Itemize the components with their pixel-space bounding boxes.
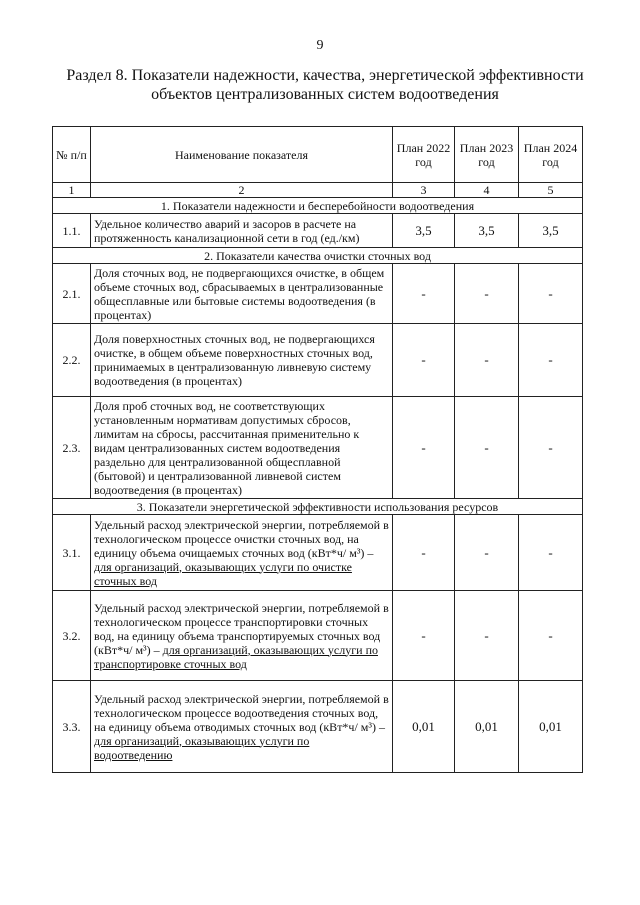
plan-2023-value: 0,01 — [455, 681, 519, 773]
row-number: 2.3. — [53, 397, 91, 499]
column-index: 4 — [455, 183, 519, 198]
plan-2023-value: - — [455, 591, 519, 681]
plan-2022-value: - — [393, 397, 455, 499]
indicator-name-underlined: для организаций, оказывающих услуги по очистке сточных вод — [94, 559, 352, 588]
plan-2024-value: - — [519, 264, 583, 324]
indicator-name-text: Удельный расход электрической энергии, потребляемой в технологическом процессе транспортировки сточных вод, на единицу объема транспортируемых сточных вод (кВт*ч/ м³) – — [94, 600, 389, 657]
title-line-2: объектов централизованных систем водоотведения — [151, 86, 499, 103]
plan-2023-value: - — [455, 264, 519, 324]
indicator-name — [91, 681, 393, 773]
indicator-name: Доля поверхностных сточных вод, не подвергающихся очистке, в общем объеме поверхностных сточных вод, принимаемых в централизованную ливневую систему водоотведения (в процентах) — [91, 324, 393, 397]
section-row — [53, 198, 583, 214]
plan-2024-value: 3,5 — [519, 214, 583, 248]
indicator-name-underlined: для организаций, оказывающих услуги по водоотведению — [94, 733, 310, 762]
plan-2022-value: 3,5 — [393, 214, 455, 248]
row-number: 3.3. — [53, 681, 91, 773]
column-index: 2 — [91, 183, 393, 198]
indicator-name-underlined: для организаций, оказывающих услуги по транспортировке сточных вод — [94, 642, 378, 671]
column-index: 5 — [519, 183, 583, 198]
indicators-table — [52, 126, 583, 773]
section-heading-1: 1. Показатели надежности и бесперебойности водоотведения — [53, 198, 583, 214]
plan-2024-value: - — [519, 324, 583, 397]
table-header-row — [53, 127, 583, 183]
table-row — [53, 214, 583, 248]
indicator-name: Доля сточных вод, не подвергающихся очистке, в общем объеме сточных вод, сбрасываемых в централизованные общесплавные или бытовые системы водоотведения (в процентах) — [91, 264, 393, 324]
table-row — [53, 681, 583, 773]
row-number: 2.2. — [53, 324, 91, 397]
plan-2022-value: - — [393, 324, 455, 397]
header-plan-2024: План 2024 год — [519, 127, 583, 183]
plan-2024-value: - — [519, 591, 583, 681]
column-index: 3 — [393, 183, 455, 198]
section-heading-3: 3. Показатели энергетической эффективности использования ресурсов — [53, 499, 583, 515]
table-row — [53, 397, 583, 499]
plan-2022-value: 0,01 — [393, 681, 455, 773]
column-index-row — [53, 183, 583, 198]
column-index: 1 — [53, 183, 91, 198]
plan-2023-value: - — [455, 397, 519, 499]
plan-2022-value: - — [393, 591, 455, 681]
row-number: 2.1. — [53, 264, 91, 324]
section-row — [53, 248, 583, 264]
plan-2024-value: - — [519, 515, 583, 591]
plan-2022-value: - — [393, 515, 455, 591]
table-row — [53, 264, 583, 324]
row-number: 1.1. — [53, 214, 91, 248]
row-number: 3.1. — [53, 515, 91, 591]
indicator-name-text: Удельный расход электрической энергии, потребляемой в технологическом процессе очистки сточных вод, на единицу объема очищаемых сточных вод (кВт*ч/ м³) – — [94, 517, 389, 560]
table-row — [53, 515, 583, 591]
indicator-name — [91, 515, 393, 591]
header-plan-2023: План 2023 год — [455, 127, 519, 183]
indicator-name-text: Удельный расход электрической энергии, потребляемой в технологическом процессе водоотведения сточных вод, на единицу объема отводимых сточных вод (кВт*ч/ м³) – — [94, 691, 389, 734]
indicator-name — [91, 591, 393, 681]
table-row — [53, 324, 583, 397]
table-row — [53, 591, 583, 681]
section-row — [53, 499, 583, 515]
header-num: № п/п — [53, 127, 91, 183]
page-number: 9 — [316, 38, 324, 53]
plan-2024-value: 0,01 — [519, 681, 583, 773]
section-title — [40, 66, 610, 104]
header-name: Наименование показателя — [91, 127, 393, 183]
title-line-1: Раздел 8. Показатели надежности, качества, энергетической эффективности — [66, 67, 584, 84]
plan-2023-value: 3,5 — [455, 214, 519, 248]
header-plan-2022: План 2022 год — [393, 127, 455, 183]
indicator-name: Доля проб сточных вод, не соответствующих установленным нормативам допустимых сбросов, лимитам на сбросы, рассчитанная применительно к видам централизованных систем водоотведения раздельно для централизованной общесплавной (бытовой) и централизованной ливневой систем водоотведения (в процентах) — [91, 397, 393, 499]
indicator-name: Удельное количество аварий и засоров в расчете на протяженность канализационной сети в год (ед./км) — [91, 214, 393, 248]
plan-2023-value: - — [455, 324, 519, 397]
plan-2023-value: - — [455, 515, 519, 591]
plan-2022-value: - — [393, 264, 455, 324]
plan-2024-value: - — [519, 397, 583, 499]
section-heading-2: 2. Показатели качества очистки сточных вод — [53, 248, 583, 264]
row-number: 3.2. — [53, 591, 91, 681]
